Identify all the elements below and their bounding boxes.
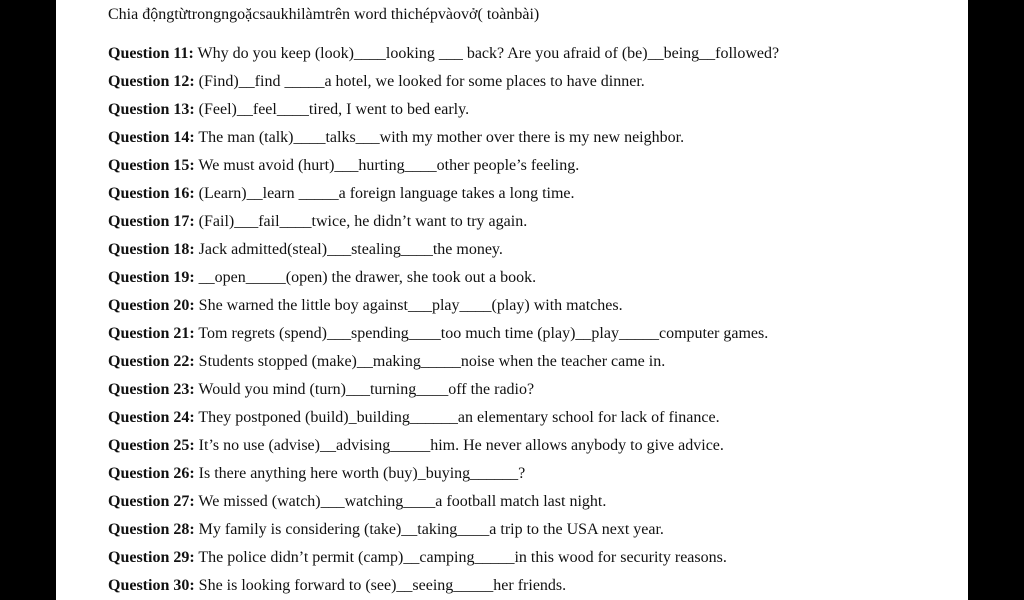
question-item [108,42,779,70]
question-item [108,154,779,182]
question-text: (Fail)___fail____twice, he didn’t want to try again. [198,213,528,230]
question-label: Question 24: [108,409,195,426]
question-label: Question 18: [108,241,195,258]
question-item [108,210,779,238]
question-label: Question 13: [108,101,195,118]
question-item [108,378,779,406]
document-page [56,0,968,600]
question-text: We missed (watch)___watching____a football match last night. [198,493,607,510]
question-item [108,294,779,322]
question-label: Question 17: [108,213,195,230]
question-label: Question 28: [108,521,195,538]
question-label: Question 16: [108,185,195,202]
question-item [108,546,779,574]
question-item [108,238,779,266]
question-text: (Find)__find _____a hotel, we looked for some places to have dinner. [198,73,645,90]
question-text: Tom regrets (spend)___spending____too much time (play)__play_____computer games. [198,325,769,342]
question-label: Question 20: [108,297,195,314]
question-item [108,322,779,350]
question-item [108,70,779,98]
question-label: Question 26: [108,465,195,482]
question-label: Question 15: [108,157,195,174]
question-item [108,350,779,378]
question-label: Question 29: [108,549,195,566]
question-label: Question 22: [108,353,195,370]
question-item [108,462,779,490]
question-label: Question 23: [108,381,195,398]
question-text: They postponed (build)_building______an elementary school for lack of finance. [198,409,720,426]
question-text: Why do you keep (look)____looking ___ back? Are you afraid of (be)__being__followed? [197,45,780,62]
question-text: Would you mind (turn)___turning____off the radio? [198,381,535,398]
question-label: Question 27: [108,493,195,510]
question-text: (Feel)__feel____tired, I went to bed early. [198,101,470,118]
question-text: She warned the little boy against___play____(play) with matches. [198,297,623,314]
question-item [108,574,779,600]
question-item [108,98,779,126]
question-item [108,518,779,546]
question-text: She is looking forward to (see)__seeing_____her friends. [198,577,567,594]
question-label: Question 14: [108,129,195,146]
question-text: The police didn’t permit (camp)__camping_____in this wood for security reasons. [198,549,727,566]
question-label: Question 12: [108,73,195,90]
question-text: Students stopped (make)__making_____noise when the teacher came in. [198,353,666,370]
question-item [108,126,779,154]
question-item [108,490,779,518]
question-text: __open_____(open) the drawer, she took out a book. [198,269,537,286]
question-item [108,182,779,210]
question-label: Question 11: [108,45,194,62]
question-label: Question 25: [108,437,195,454]
question-text: My family is considering (take)__taking____a trip to the USA next year. [198,521,664,538]
question-text: The man (talk)____talks___with my mother over there is my new neighbor. [198,129,685,146]
question-text: Jack admitted(steal)___stealing____the money. [198,241,503,258]
question-item [108,266,779,294]
question-text: (Learn)__learn _____a foreign language takes a long time. [198,185,575,202]
instruction-heading: Chia độngtừtrongngoặcsaukhilàmtrên word thichépvàovở( toànbài) [108,6,540,23]
question-text: We must avoid (hurt)___hurting____other people’s feeling. [198,157,580,174]
question-text: It’s no use (advise)__advising_____him. He never allows anybody to give advice. [198,437,724,454]
question-label: Question 19: [108,269,195,286]
question-label: Question 21: [108,325,195,342]
question-item [108,434,779,462]
question-label: Question 30: [108,577,195,594]
question-text: Is there anything here worth (buy)_buying______? [198,465,526,482]
question-list [108,42,779,600]
question-item [108,406,779,434]
